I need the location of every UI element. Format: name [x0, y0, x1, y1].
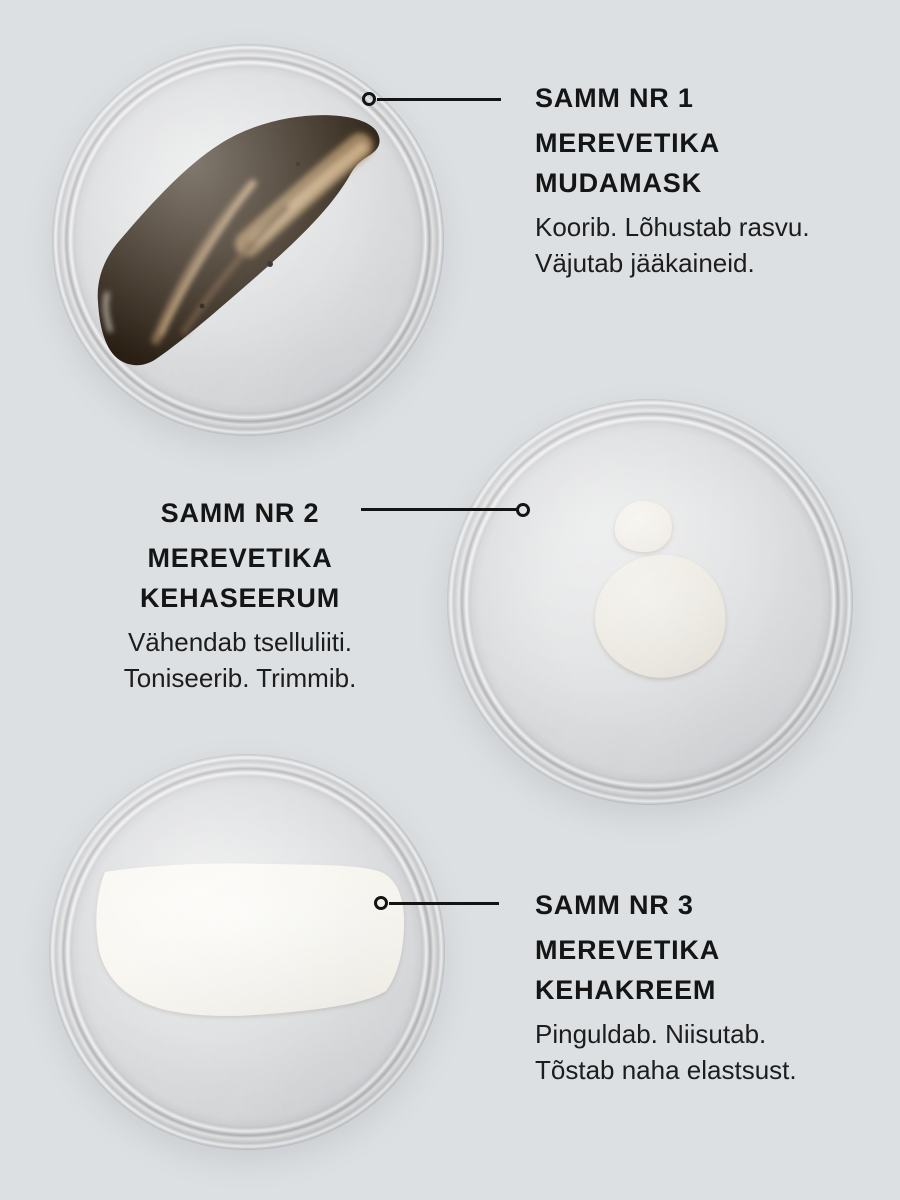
step-3-label: SAMM NR 3 [535, 890, 694, 920]
callout-dot-2 [516, 503, 530, 517]
step-3-text [535, 891, 797, 1088]
step-3-desc-line-2: Tõstab naha elastsust. [535, 1055, 797, 1085]
step-1-title-line-2: MUDAMASK [535, 168, 702, 198]
step-1-text [535, 84, 810, 281]
petri-dish-2 [447, 399, 853, 805]
petri-dish-1 [52, 44, 444, 436]
step-3-description [535, 1016, 797, 1088]
step-3-title-line-1: MEREVETIKA [535, 935, 721, 965]
step-1-desc-line-1: Koorib. Lõhustab rasvu. [535, 212, 810, 242]
step-1-description [535, 209, 810, 281]
step-2-title-line-2: KEHASEERUM [139, 583, 341, 613]
step-1-title [535, 123, 810, 203]
step-1-title-line-1: MEREVETIKA [535, 128, 721, 158]
petri-dish-3 [49, 754, 445, 1150]
callout-dot-1 [362, 92, 376, 106]
step-2-title-line-1: MEREVETIKA [147, 543, 333, 573]
step-3-title-line-2: KEHAKREEM [535, 975, 717, 1005]
step-2-desc-line-1: Vähendab tselluliiti. [127, 627, 353, 657]
step-2-text [58, 499, 422, 696]
step-2-description [58, 624, 422, 696]
callout-dot-3 [374, 896, 388, 910]
step-1-label: SAMM NR 1 [535, 83, 694, 113]
step-2-desc-line-2: Toniseerib. Trimmib. [123, 663, 357, 693]
step-2-title [58, 538, 422, 618]
mud-mask-smear [52, 44, 444, 436]
callout-line-3 [389, 902, 499, 905]
callout-line-1 [377, 98, 501, 101]
step-3-title [535, 930, 797, 1010]
step-2-label: SAMM NR 2 [160, 498, 320, 528]
step-1-desc-line-2: Väjutab jääkaineid. [535, 248, 755, 278]
step-3-desc-line-1: Pinguldab. Niisutab. [535, 1019, 767, 1049]
body-serum-drops [447, 399, 853, 805]
body-cream-smear [49, 754, 445, 1150]
